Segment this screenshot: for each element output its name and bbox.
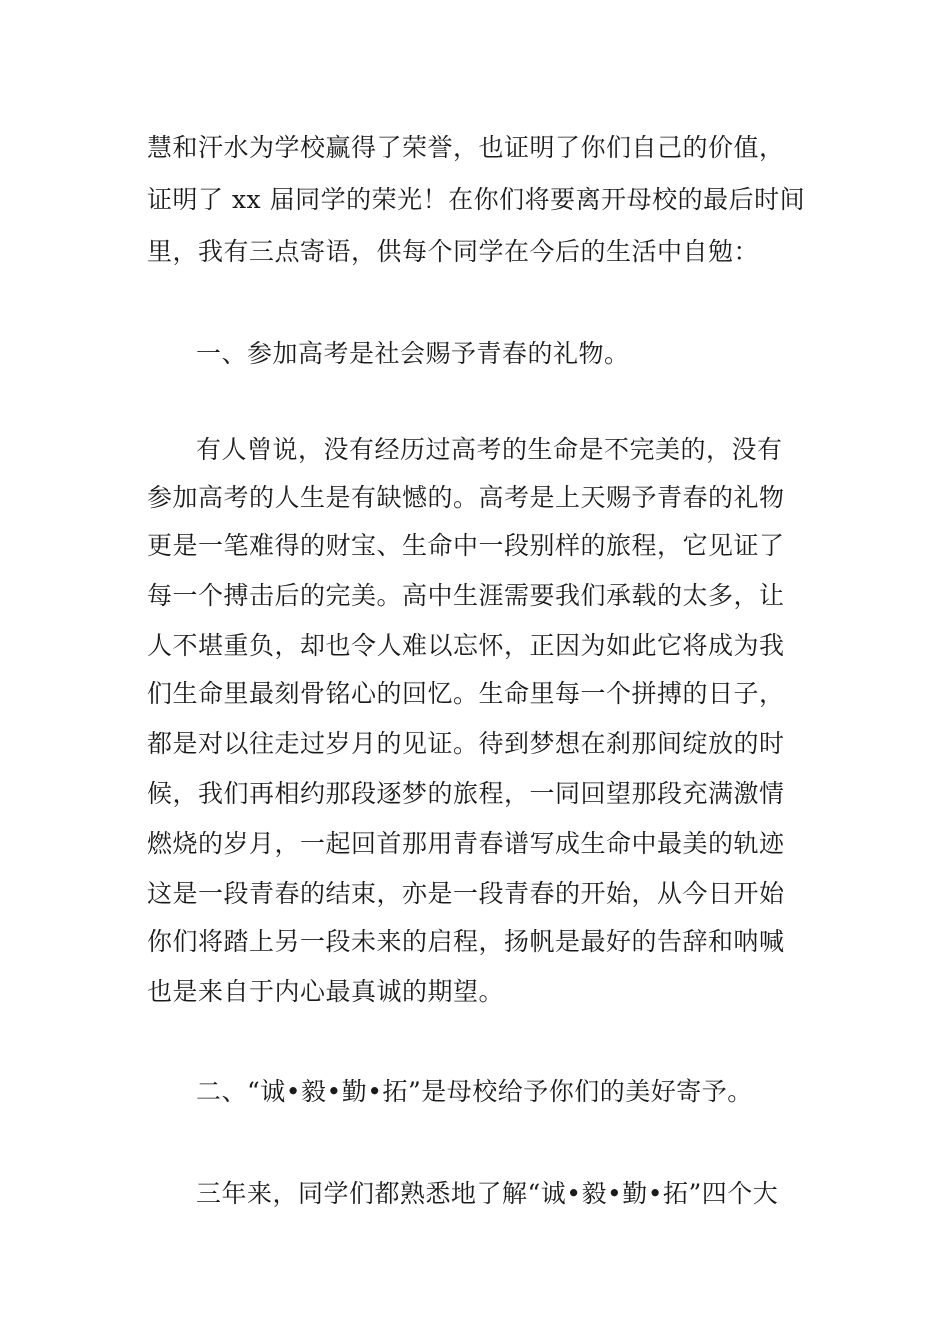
section-heading-2: 二、“诚•毅•勤•拓”是母校给予你们的美好寄予。 bbox=[196, 1077, 753, 1106]
paragraph-line: 们生命里最刻骨铭心的回忆。生命里每一个拼搏的日子， bbox=[147, 679, 785, 708]
paragraph-line: 你们将踏上另一段未来的启程，扬帆是最好的告辞和呐喊 bbox=[147, 927, 785, 956]
paragraph-line: 三年来，同学们都熟悉地了解“诚•毅•勤•拓”四个大 bbox=[196, 1179, 779, 1208]
paragraph-line: 候，我们再相约那段逐梦的旅程，一同回望那段充满激情 bbox=[147, 779, 785, 808]
paragraph-line: 人不堪重负，却也令人难以忘怀，正因为如此它将成为我 bbox=[147, 631, 785, 660]
paragraph-line: 有人曾说，没有经历过高考的生命是不完美的，没有 bbox=[196, 435, 783, 464]
paragraph-line: 也是来自于内心最真诚的期望。 bbox=[147, 977, 505, 1006]
paragraph-line: 证明了 xx 届同学的荣光！在你们将要离开母校的最后时间 bbox=[147, 185, 806, 214]
paragraph-line: 都是对以往走过岁月的见证。待到梦想在刹那间绽放的时 bbox=[147, 729, 785, 758]
section-heading-1: 一、参加高考是社会赐予青春的礼物。 bbox=[196, 339, 630, 368]
paragraph-line: 参加高考的人生是有缺憾的。高考是上天赐予青春的礼物 bbox=[147, 483, 785, 512]
paragraph-line: 慧和汗水为学校赢得了荣誉，也证明了你们自己的价值， bbox=[147, 133, 785, 162]
paragraph-line: 燃烧的岁月，一起回首那用青春谱写成生命中最美的轨迹 bbox=[147, 829, 785, 858]
paragraph-line: 里，我有三点寄语，供每个同学在今后的生活中自勉： bbox=[147, 237, 760, 266]
paragraph-line: 这是一段青春的结束，亦是一段青春的开始，从今日开始 bbox=[147, 879, 785, 908]
paragraph-line: 每一个搏击后的完美。高中生涯需要我们承载的太多，让 bbox=[147, 581, 785, 610]
paragraph-line: 更是一笔难得的财宝、生命中一段别样的旅程，它见证了 bbox=[147, 531, 785, 560]
